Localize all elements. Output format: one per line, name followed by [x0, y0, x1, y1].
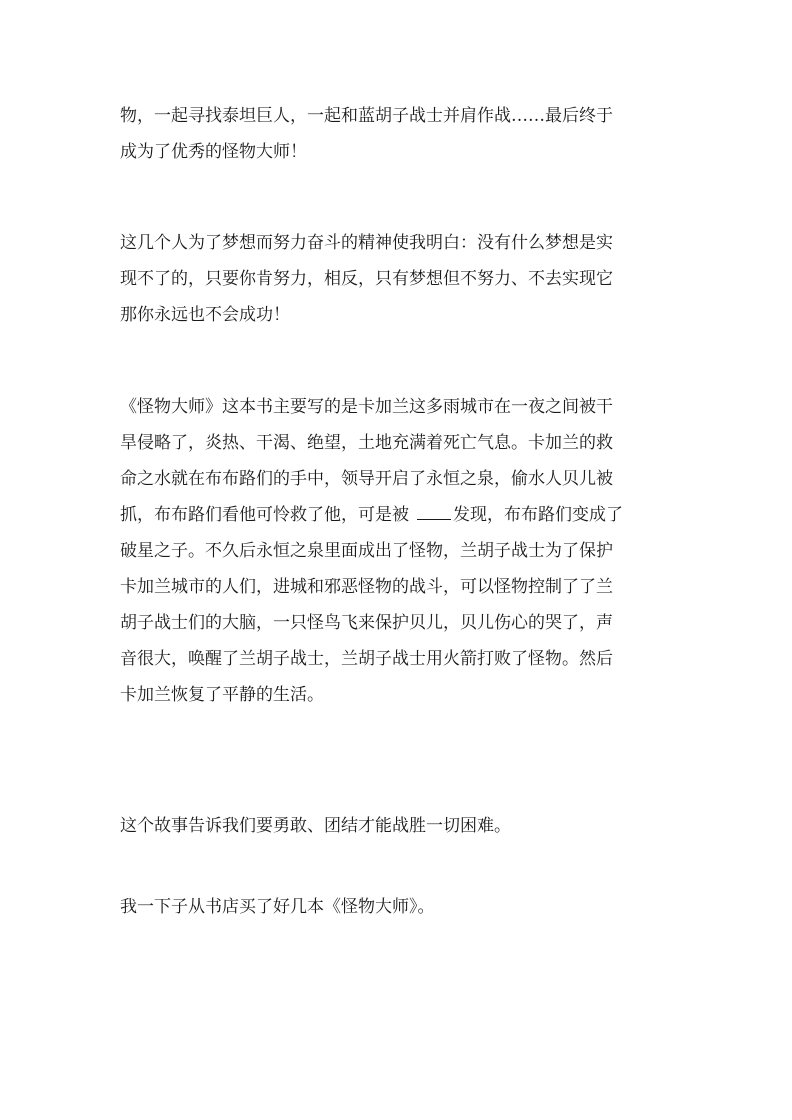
- text-line: 现不了的，只要你肯努力，相反，只有梦想但不努力、不去实现它: [120, 269, 613, 289]
- text-line: 卡加兰恢复了平静的生活。: [120, 685, 324, 705]
- text-line: 旱侵略了，炎热、干渴、绝望，土地充满着死亡气息。卡加兰的救: [120, 433, 613, 453]
- text-line: 破星之子。不久后永恒之泉里面成出了怪物，兰胡子战士为了保护: [120, 541, 613, 561]
- paragraph-2: [120, 225, 665, 333]
- text-segment: 发现，布布路们变成了: [453, 505, 623, 525]
- text-line: 物，一起寻找泰坦巨人，一起和蓝胡子战士并肩作战……最后终于: [120, 106, 613, 126]
- text-line: 音很大，唤醒了兰胡子战士，兰胡子战士用火箭打败了怪物。然后: [120, 649, 613, 669]
- text-line: 卡加兰城市的人们，进城和邪恶怪物的战斗，可以怪物控制了了兰: [120, 577, 613, 597]
- text-line: 这几个人为了梦想而努力奋斗的精神使我明白：没有什么梦想是实: [120, 233, 613, 253]
- text-line: 成为了优秀的怪物大师！: [120, 142, 307, 162]
- fill-in-blank: [417, 497, 451, 520]
- text-line-with-blank: [120, 497, 665, 533]
- text-segment: 抓，布布路们看他可怜救了他，可是被: [120, 505, 409, 525]
- text-line: 命之水就在布布路们的手中，领导开启了永恒之泉，偷水人贝儿被: [120, 469, 613, 489]
- text-line: 胡子战士们的大脑，一只怪鸟飞来保护贝儿，贝儿伤心的哭了，声: [120, 613, 613, 633]
- text-line: 《怪物大师》这本书主要写的是卡加兰这多雨城市在一夜之间被干: [120, 397, 613, 417]
- text-line: 这个故事告诉我们要勇敢、团结才能战胜一切困难。: [120, 816, 511, 836]
- text-line: 那你永远也不会成功！: [120, 305, 290, 325]
- paragraph-3: [120, 389, 665, 713]
- text-line: 我一下子从书店买了好几本《怪物大师》。: [120, 897, 435, 917]
- paragraph-1: [120, 98, 665, 170]
- paragraph-5: [120, 889, 665, 925]
- paragraph-4: [120, 808, 665, 844]
